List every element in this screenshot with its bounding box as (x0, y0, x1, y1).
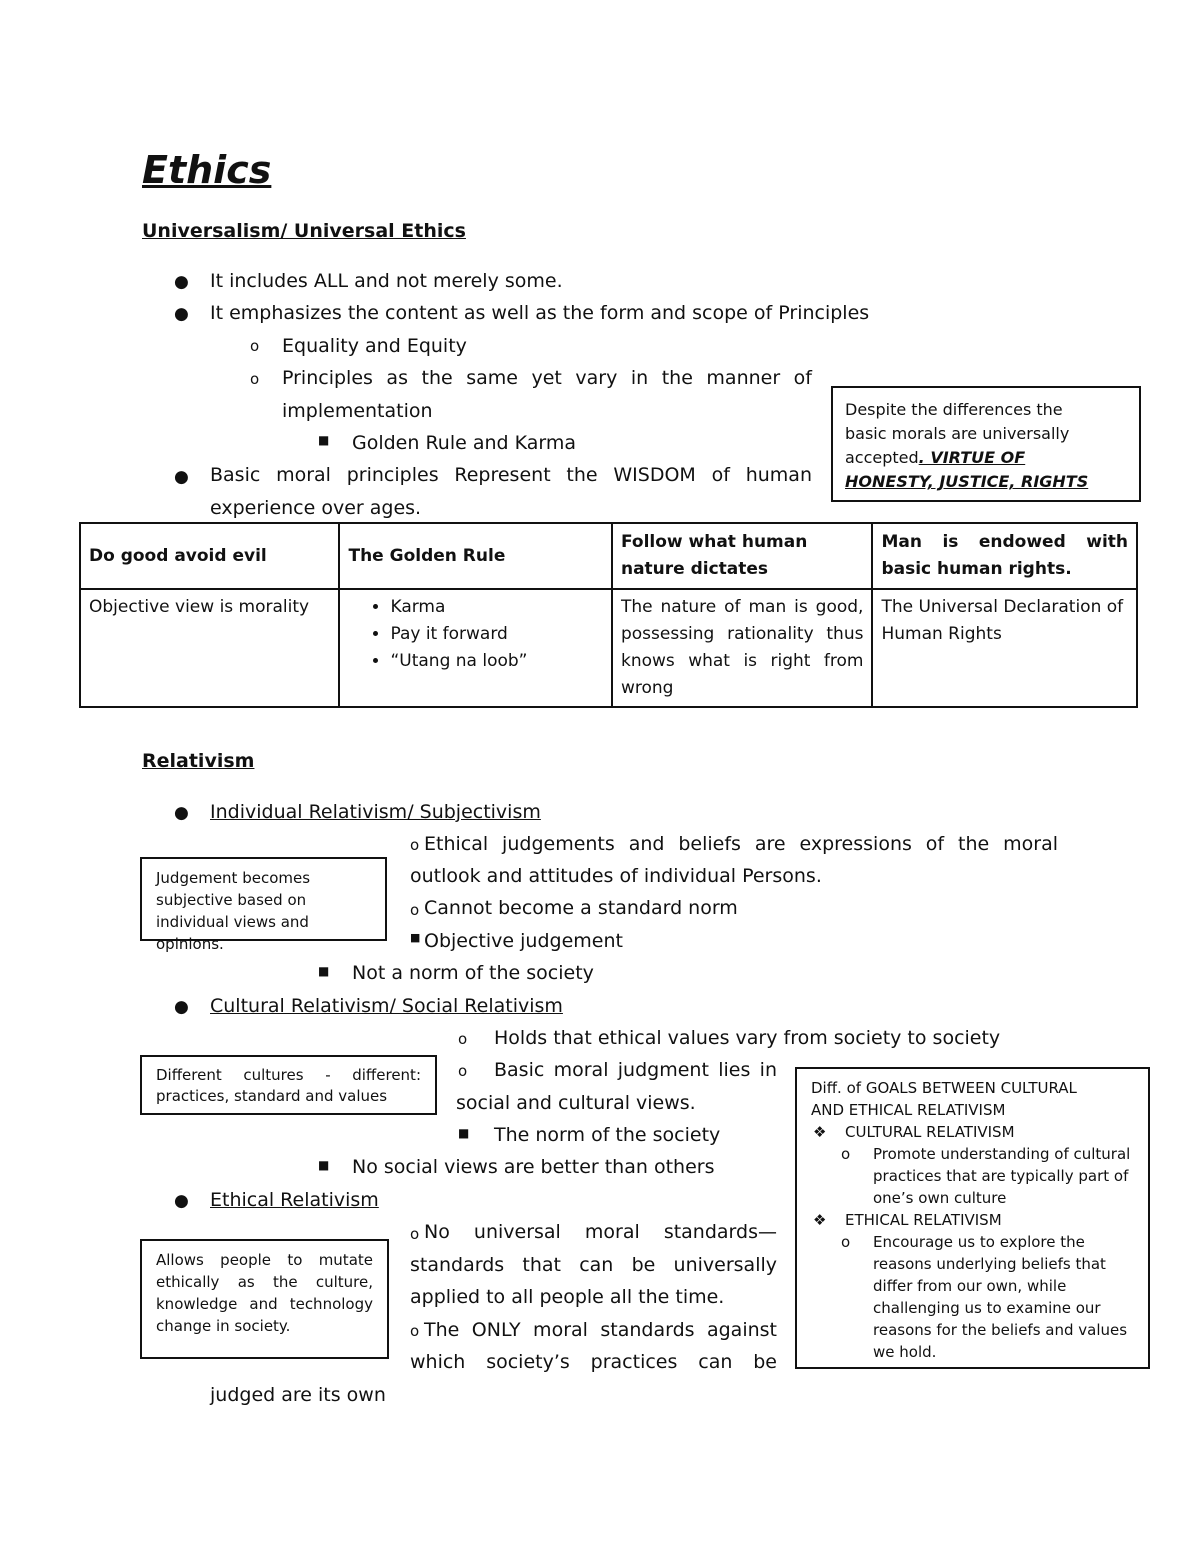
note-emphasis-1: . VIRTUE OF (918, 448, 1026, 467)
note-line-2: basic morals are universally (845, 424, 1070, 443)
circle-bullet-icon: o (250, 370, 260, 388)
individual-point-4: Not a norm of the society (352, 962, 594, 984)
ethical-point-1-cont: standards that can be universally (410, 1254, 777, 1276)
universalism-heading: Universalism/ Universal Ethics (142, 220, 466, 242)
universalism-sub-2: Principles as the same yet vary in the manner of (282, 367, 812, 389)
page-title: Ethics (142, 148, 272, 192)
note-line-3: accepted (845, 448, 919, 467)
ethical-point-1-cont2: applied to all people all the time. (410, 1286, 725, 1308)
universalism-bullet-1: It includes ALL and not merely some. (210, 270, 563, 292)
circle-bullet-icon: o (250, 337, 260, 355)
note-line-1: Despite the differences the (845, 400, 1063, 419)
cultural-note-box (140, 1055, 437, 1115)
ethical-note-text: Allows people to mutate ethically as the culture, knowledge and technology change in society. (156, 1251, 373, 1335)
circle-bullet-icon: o (410, 836, 420, 854)
list-item: • “Utang na loob” (390, 648, 603, 675)
bullet-icon: ● (174, 997, 189, 1017)
bullet-icon: ● (174, 803, 189, 823)
golden-rule-list (348, 594, 603, 675)
table-header-cell: Man is endowed with basic human rights. (872, 523, 1137, 589)
bullet-icon: ● (174, 1191, 189, 1211)
individual-point-3: Objective judgement (424, 930, 623, 952)
table-cell: The Universal Declaration of Human Rights (872, 589, 1137, 707)
universalism-bullet-3: Basic moral principles Represent the WISDOM of human (210, 464, 812, 486)
universalism-bullet-3-cont: experience over ages. (210, 497, 422, 519)
square-bullet-icon: ■ (318, 433, 330, 447)
circle-bullet-icon: o (458, 1030, 468, 1048)
goals-ethical-heading: ETHICAL RELATIVISM (845, 1211, 1002, 1229)
bullet-icon: ● (174, 467, 189, 487)
universalism-sub-1: Equality and Equity (282, 335, 467, 357)
table-header-cell: The Golden Rule (339, 523, 612, 589)
bullet-icon: ● (174, 272, 189, 292)
table-cell: The nature of man is good, possessing rationality thus knows what is right from wrong (612, 589, 873, 707)
cultural-point-1: Holds that ethical values vary from society to society (494, 1027, 1001, 1049)
ethical-point-2-cont: which society’s practices can be (410, 1351, 777, 1373)
table-row (80, 589, 1137, 707)
cultural-point-2: Basic moral judgment lies in (494, 1059, 777, 1081)
table-cell: Objective view is morality (80, 589, 339, 707)
goals-cultural-heading: CULTURAL RELATIVISM (845, 1123, 1015, 1141)
ethical-point-1: No universal moral standards— (424, 1221, 777, 1243)
cultural-point-3: The norm of the society (494, 1124, 721, 1146)
diamond-bullet-icon: ❖ (813, 1211, 827, 1229)
list-item: • Karma (390, 594, 603, 621)
square-bullet-icon: ■ (410, 931, 421, 944)
cultural-point-4: No social views are better than others (352, 1156, 715, 1178)
circle-bullet-icon: o (410, 901, 420, 919)
ethical-point-2-cont2: judged are its own (210, 1384, 386, 1406)
circle-bullet-icon: o (410, 1225, 420, 1243)
square-bullet-icon: ■ (318, 1158, 330, 1172)
goals-comparison-box (795, 1067, 1150, 1369)
circle-bullet-icon: o (841, 1145, 851, 1163)
table-cell (339, 589, 612, 707)
table-header-cell: Do good avoid evil (80, 523, 339, 589)
goals-title-2: AND ETHICAL RELATIVISM (811, 1101, 1006, 1119)
table-header-row (80, 523, 1137, 589)
note-emphasis-2: HONESTY, JUSTICE, RIGHTS (845, 472, 1089, 491)
cultural-relativism-title: Cultural Relativism/ Social Relativism (210, 995, 563, 1017)
subjectivism-note-text: Judgement becomes subjective based on individual views and opinions. (156, 869, 311, 953)
subjectivism-note-box (140, 857, 387, 953)
individual-point-1: Ethical judgements and beliefs are expressions of the moral (424, 833, 1058, 855)
ethical-point-2: The ONLY moral standards against (424, 1319, 777, 1341)
universalism-bullet-2: It emphasizes the content as well as the form and scope of Principles (210, 302, 870, 324)
circle-bullet-icon: o (410, 1322, 420, 1340)
square-bullet-icon: ■ (458, 1126, 470, 1140)
cultural-note-text: Different cultures - different: practices, standard and values (156, 1066, 421, 1105)
cultural-point-2-cont: social and cultural views. (456, 1092, 696, 1114)
universal-morals-note-box (831, 386, 1141, 502)
individual-point-1-cont: outlook and attitudes of individual Persons. (410, 865, 822, 887)
circle-bullet-icon: o (841, 1233, 851, 1251)
individual-relativism-title: Individual Relativism/ Subjectivism (210, 801, 541, 823)
individual-point-2: Cannot become a standard norm (424, 897, 738, 919)
relativism-heading: Relativism (142, 750, 255, 772)
list-item: • Pay it forward (390, 621, 603, 648)
table-header-cell: Follow what human nature dictates (612, 523, 873, 589)
universalism-table (79, 522, 1138, 708)
ethical-relativism-title: Ethical Relativism (210, 1189, 379, 1211)
diamond-bullet-icon: ❖ (813, 1123, 827, 1141)
goals-cultural-text: Promote understanding of cultural practices that are typically part of one’s own culture (873, 1145, 1131, 1207)
universalism-sub-2-cont: implementation (282, 400, 433, 422)
ethical-note-box (140, 1239, 389, 1359)
bullet-icon: ● (174, 304, 189, 324)
universalism-subsub-1: Golden Rule and Karma (352, 432, 577, 454)
square-bullet-icon: ■ (318, 964, 330, 978)
circle-bullet-icon: o (458, 1062, 468, 1080)
goals-title-1: Diff. of GOALS BETWEEN CULTURAL (811, 1079, 1077, 1097)
goals-ethical-text: Encourage us to explore the reasons underlying beliefs that differ from our own, while challenging us to examine our reasons for the beliefs and values we hold. (873, 1233, 1128, 1361)
